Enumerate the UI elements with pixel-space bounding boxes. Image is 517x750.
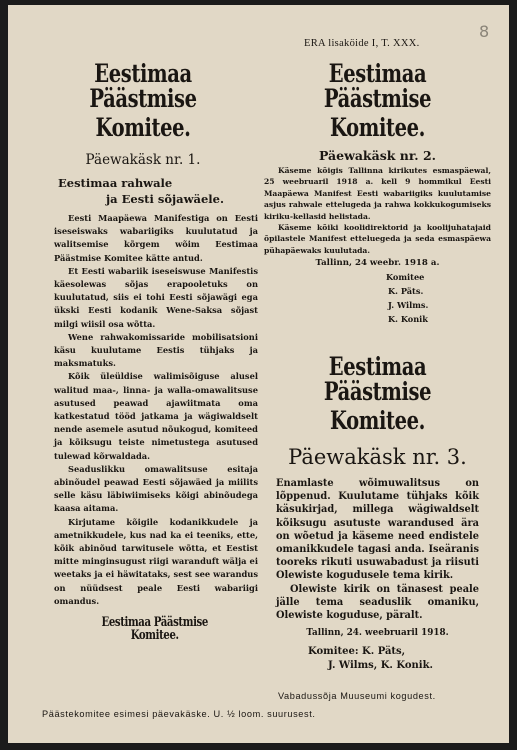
order-1-body: [28, 212, 258, 608]
order-3-paragraph: Enamlaste wõimuwalitsus on lõppenud. Kuulutame tühjaks kõik käsukirjad, millega wägiwaldselt kõiksugu asutuste warandused ära on wõetud ja käseme need endistele omanikkudele tagasi anda. Iseäranis tooreks rikuti usuwabadust ja riisuti Olewiste kogudusele tema kirik.: [276, 478, 479, 582]
order-2-signer: K. Päts.: [388, 286, 424, 297]
order-1-paragraph: Et Eesti wabariik iseseiswuse Manifestis käesolewas sõjas erapooletuks on kuulutatud, siis ei tohi Eesti sõjawägi ega ükski Eesti kodanik Wene-Saksa sõjast milgi wiisil osa wõtta.: [54, 265, 258, 329]
order-2-date: Tallinn, 24 weebr. 1918 a.: [315, 258, 440, 269]
order-3-body: [260, 477, 495, 622]
order-2-block: [260, 61, 495, 324]
order-3-block: [260, 354, 495, 671]
order-3-title-line2: Komitee.: [329, 406, 426, 435]
order-1-title-line2: Komitee.: [95, 113, 191, 142]
order-3-heading: Päewakäsk nr. 3.: [288, 445, 467, 469]
order-2-paragraph: Käseme kõigis Tallinna kirikutes esmaspäewal, 25 weebruaril 1918 a. kell 9 hommikul Eesti Maapäewa Manifest Eesti wabariigiks kuulutamise asjus rahwale ettelugeda ja rahwa kokkukogumiseks kiriku-kellasid helistada.: [264, 166, 491, 221]
order-2-heading: Päewakäsk nr. 2.: [318, 148, 437, 163]
order-2-body: [260, 165, 495, 256]
order-1-block: [28, 61, 258, 642]
document-sheet: [8, 5, 509, 743]
footer-caption: Päästekomitee esimesi päevakäske. U. ½ loom. suurusest.: [42, 709, 316, 719]
order-1-address-line1: Eestimaa rahwale: [58, 176, 173, 190]
order-1-signature: Eestimaa Päästmise Komitee.: [101, 615, 208, 644]
order-1-heading: Päewakäsk nr. 1.: [85, 152, 201, 168]
order-3-paragraph: Olewiste kirik on tänasest peale jälle tema seaduslik omaniku, Olewiste koguduse, päralt.: [276, 583, 479, 622]
order-1-paragraph: Eesti Maapäewa Manifestiga on Eesti iseseiswaks wabariigiks kuulutatud ja walitsemise kõrgem wõim Eestimaa Päästmise Komitee kätte antud.: [54, 213, 258, 263]
pencil-note: 8: [479, 22, 490, 41]
order-1-title-line1: Eestimaa Päästmise: [89, 59, 197, 113]
order-1-paragraph: Seaduslikku omawalitsuse esitaja abinõudel peawad Eesti sõjawäed ja miilits selle käsu läbiwiimiseks kõigi abinõudega kaasa aitama.: [54, 463, 258, 514]
order-2-title-line1: Eestimaa Päästmise: [323, 59, 432, 113]
order-1-paragraph: Kõik üleüldise walimisõiguse alusel walitud maa-, linna- ja walla-omawalitsuse asutused peawad ajawiitmata oma katkestatud tööd jatkama ja wägiwaldselt nende asemele asutud nõukogud, komiteed ja kõiksugu teiste nimetustega asutused tulewad kõrwaldada.: [54, 371, 258, 461]
archive-reference: ERA lisaköide I, T. XXX.: [304, 38, 420, 49]
order-1-paragraph: Kirjutame kõigile kodanikkudele ja ametnikkudele, kus nad ka ei teeniks, ette, kõik abinõud tarwitusele wõtta, et Eestist mitte minginsugust riigi waranduft wälja ei weetaks ja ei häwitataks, sest see warandus on nüüdsest peale Eesti wabariigi omandus.: [54, 516, 258, 606]
order-2-title-line2: Komitee.: [329, 113, 426, 142]
order-2-signer: K. Konik: [388, 314, 428, 325]
order-3-signature-line2: J. Wilms, K. Konik.: [328, 660, 434, 672]
order-1-address-line2: ja Eesti sõjawäele.: [106, 192, 224, 206]
order-3-title-line1: Eestimaa Päästmise: [323, 352, 432, 406]
museum-note: Vabadussõja Muuseumi kogudest.: [278, 691, 436, 701]
order-2-signer: J. Wilms.: [388, 300, 429, 311]
order-1-paragraph: Wene rahwakomissaride mobilisatsioni käsu kuulutame Eestis tühjaks ja maksmatuks.: [54, 331, 258, 369]
order-3-signature-line1: Komitee: K. Päts,: [308, 646, 406, 658]
order-2-paragraph: Käseme kõiki koolidirektorid ja koolijuhatajaid õpilastele Manifest etteluegeda ja seda esmaspäewa pühapäewaks kuulutada.: [264, 223, 491, 255]
order-3-date: Tallinn, 24. weebruaril 1918.: [306, 628, 449, 639]
order-2-komitee: Komitee: [386, 272, 425, 283]
